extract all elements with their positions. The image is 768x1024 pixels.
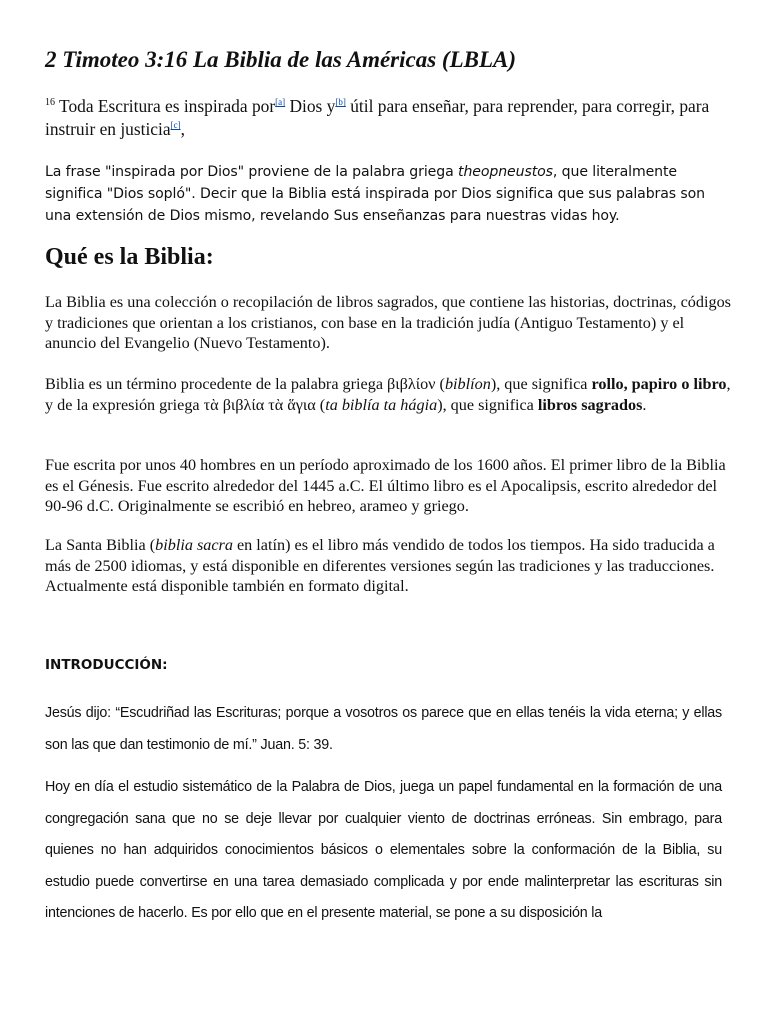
note-text-2: , que literalmente significa "Dios sopló". Decir que la Biblia está inspirada por Dios significa que sus palabras son una extensión de Dios mismo, revelando Sus enseñanzas para nuestras vidas hoy. [45,164,706,224]
footnote-c-link[interactable]: [c] [170,120,181,131]
trans-text-1: La Santa Biblia ( [45,536,156,554]
etym-text-5: . [642,395,647,414]
trans-italic: biblia sacra [155,536,233,554]
verse-text-2: Dios y [285,96,336,116]
verse-text-1: Toda Escritura es inspirada por [55,96,276,116]
introduction-paragraph: Hoy en día el estudio sistemático de la Palabra de Dios, juega un papel fundamental en la formación de una congregación sana que no se deje llevar por cualquier viento de doctrinas erróneas. Sin embrago, para quienes no han adquiridos conocimientos básicos o elementales sobre la conformación de la Biblia, su estudio puede convertirse en una tarea demasiado complicada y por ende malinterpretar las escrituras sin intenciones de hacerlo. Es por ello que en el presente material, se pone a su disposición la [45,779,722,921]
etym-bold-1: rollo, papiro o libro [591,375,727,393]
footnote-b-link[interactable]: [b] [335,97,346,108]
page-title: 2 Timoteo 3:16 La Biblia de las Américas (LBLA) [45,47,517,72]
etym-text-2: ), que significa [490,375,592,393]
etym-text-1: Biblia es un término procedente de la palabra griega βιβλίον ( [45,375,445,393]
paragraph-definition: La Biblia es una colección o recopilación de libros sagrados, que contiene las historias, doctrinas, códigos y tradiciones que orientan a los cristianos, con base en la tradición judía (Antiguo Testamento) y el anuncio del Evangelio (Nuevo Testamento). [45,293,731,352]
trans-text-2: en latín) es el libro más vendido de todos los tiempos. Ha sido traducida a más de 2500 idiomas, y está disponible en diferentes versiones según las tradiciones y las traducciones. Actualmente está disponible también en formato digital. [45,536,715,595]
bible-verse [45,95,725,141]
footnote-a-link[interactable]: [a] [275,97,286,108]
note-text-1: La frase "inspirada por Dios" proviene de la palabra griega [45,164,459,180]
etym-italic-2: ta biblía ta hágia [325,395,438,414]
introduction-quote: Jesús dijo: “Escudriñad las Escrituras; porque a vosotros os parece que en ellas tenéis la vida eterna; y ellas son las que dan testimonio de mí.” Juan. 5: 39. [45,705,722,753]
verse-number: 16 [45,97,55,109]
etym-bold-2: libros sagrados [537,395,643,414]
verse-text-4: , [180,119,185,139]
etym-text-3: , y de la expresión griega τὰ βιβλία τὰ ἅγια ( [45,375,731,414]
etym-italic-1: biblíon [444,375,491,393]
introduction-heading: INTRODUCCIÓN: [45,657,168,673]
paragraph-authorship: Fue escrita por unos 40 hombres en un período aproximado de los 1600 años. El primer libro de la Biblia es el Génesis. Fue escrito alrededor del 1445 a.C. El último libro es el Apocalipsis, escrito alrededor del 90-96 d.C. Originalmente se escribió en hebreo, arameo y griego. [45,456,726,515]
etym-text-4: ), que significa [437,395,538,414]
note-italic: theopneustos [458,164,553,180]
paragraph-etymology [45,374,735,415]
paragraph-translations [45,535,735,597]
inspiration-note [45,161,735,227]
section-heading: Qué es la Biblia: [45,244,214,270]
verse-text-3: útil para enseñar, para reprender, para corregir, para instruir en justicia [45,96,710,139]
